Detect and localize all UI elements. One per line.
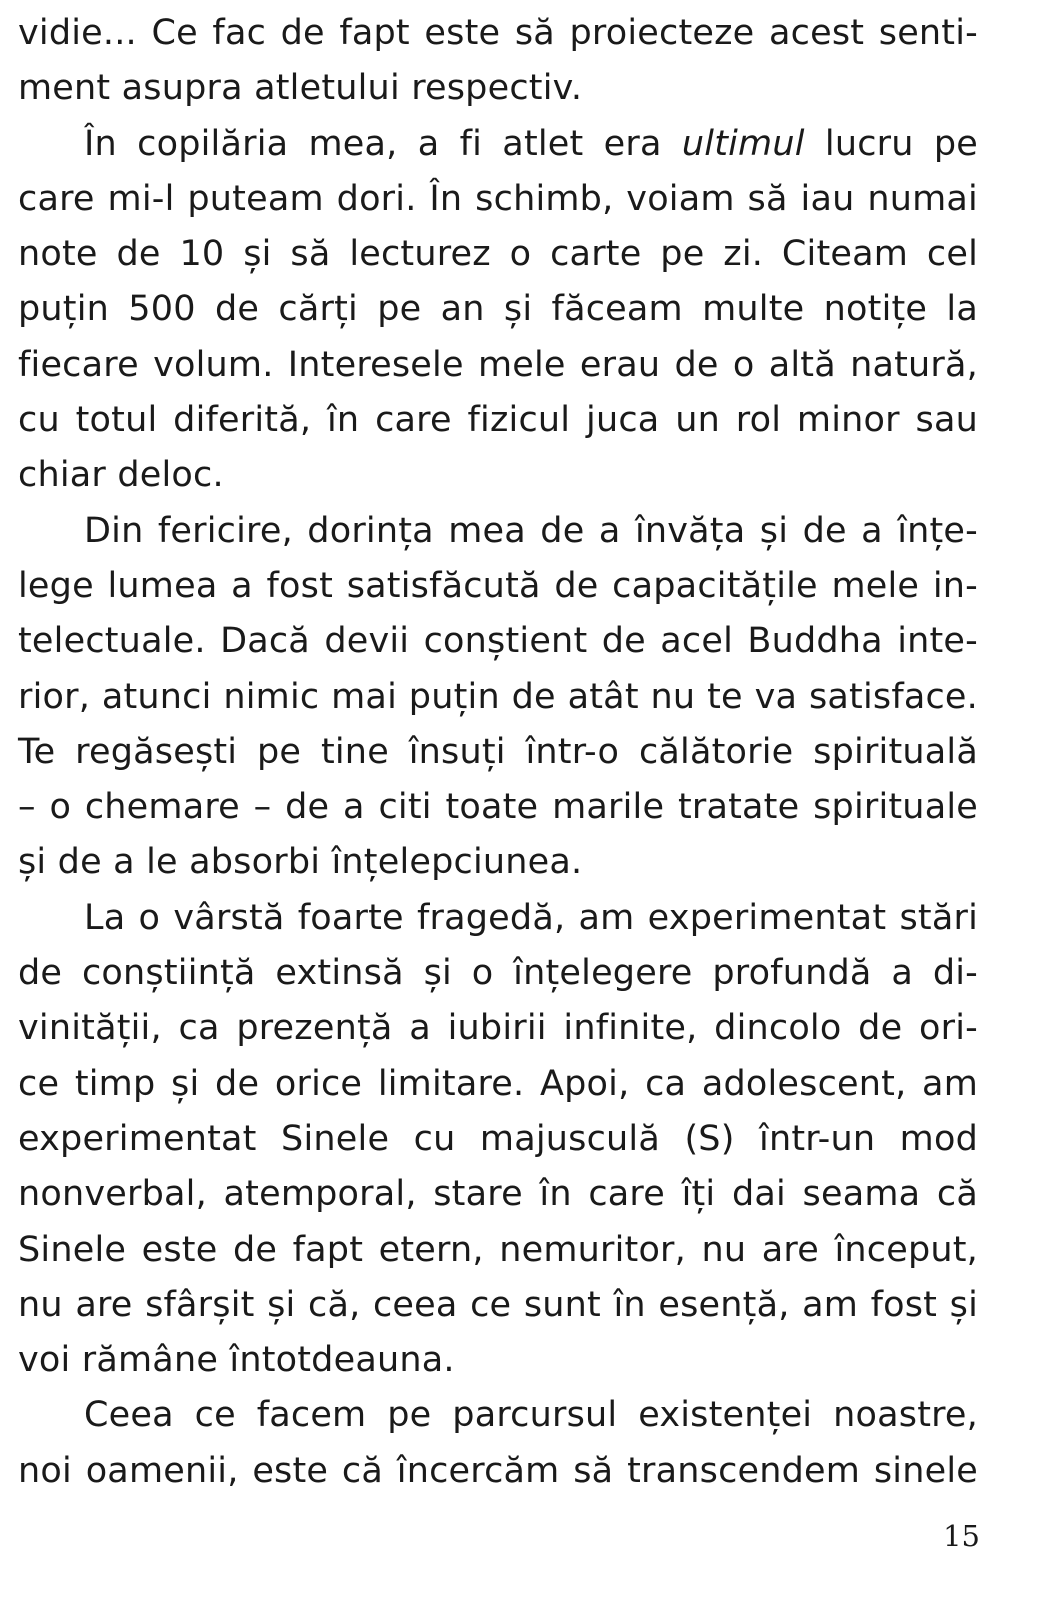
page-number: 15 [943, 1519, 980, 1553]
book-page-text [18, 6, 978, 1499]
text-line-3-start: În copilăria mea, a fi atlet era [84, 123, 682, 164]
text-line-16: și de a le absorbi înțelepciunea. [18, 842, 583, 883]
text-line-10: Din fericire, dorința mea de a învăța și de a înțe- [84, 510, 978, 551]
text-line-18: de conștiință extinsă și o înțelegere profundă a di- [18, 953, 978, 994]
text-line-17: La o vârstă foarte fragedă, am experimentat stări [84, 897, 978, 938]
text-line-20: ce timp și de orice limitare. Apoi, ca adolescent, am [18, 1063, 978, 1104]
text-line-27: noi oamenii, este că încercăm să transcendem sinele [18, 1450, 978, 1491]
emphasis-ultimul: ultimul [681, 123, 805, 164]
text-line-6: puțin 500 de cărți pe an și făceam multe notițe la [18, 289, 978, 330]
text-line-22: nonverbal, atemporal, stare în care îți dai seama că [18, 1174, 978, 1215]
text-line-25: voi rămâne întotdeauna. [18, 1340, 455, 1381]
text-line-19: vinității, ca prezență a iubirii infinite, dincolo de ori- [18, 1008, 978, 1049]
text-line-7: fiecare volum. Interesele mele erau de o altă natură, [18, 344, 978, 385]
text-line-11: lege lumea a fost satisfăcută de capacitățile mele in- [18, 565, 978, 606]
text-line-3 [18, 117, 978, 172]
text-line-14: Te regăsești pe tine însuți într-o călătorie spirituală [18, 731, 978, 772]
text-line-4: care mi-l puteam dori. În schimb, voiam să iau numai [18, 178, 978, 219]
text-line-15: – o chemare – de a citi toate marile tratate spirituale [18, 787, 978, 828]
text-line-13: rior, atunci nimic mai puțin de atât nu te va satisface. [18, 676, 978, 717]
text-line-9: chiar deloc. [18, 455, 224, 496]
text-line-26: Ceea ce facem pe parcursul existenței noastre, [84, 1395, 978, 1436]
text-line-12: telectuale. Dacă devii conștient de acel Buddha inte- [18, 621, 978, 662]
text-line-3-end: lucru pe [804, 123, 978, 164]
text-line-21: experimentat Sinele cu majusculă (S) într-un mod [18, 1118, 978, 1159]
text-line-5: note de 10 și să lecturez o carte pe zi. Citeam cel [18, 234, 978, 275]
text-line-8: cu totul diferită, în care fizicul juca un rol minor sau [18, 400, 978, 441]
text-line-23: Sinele este de fapt etern, nemuritor, nu are început, [18, 1229, 978, 1270]
text-line-24: nu are sfârșit și că, ceea ce sunt în esență, am fost și [18, 1284, 978, 1325]
text-line-1: vidie... Ce fac de fapt este să proiecteze acest senti- [18, 13, 978, 53]
text-line-2: ment asupra atletului respectiv. [18, 68, 583, 109]
